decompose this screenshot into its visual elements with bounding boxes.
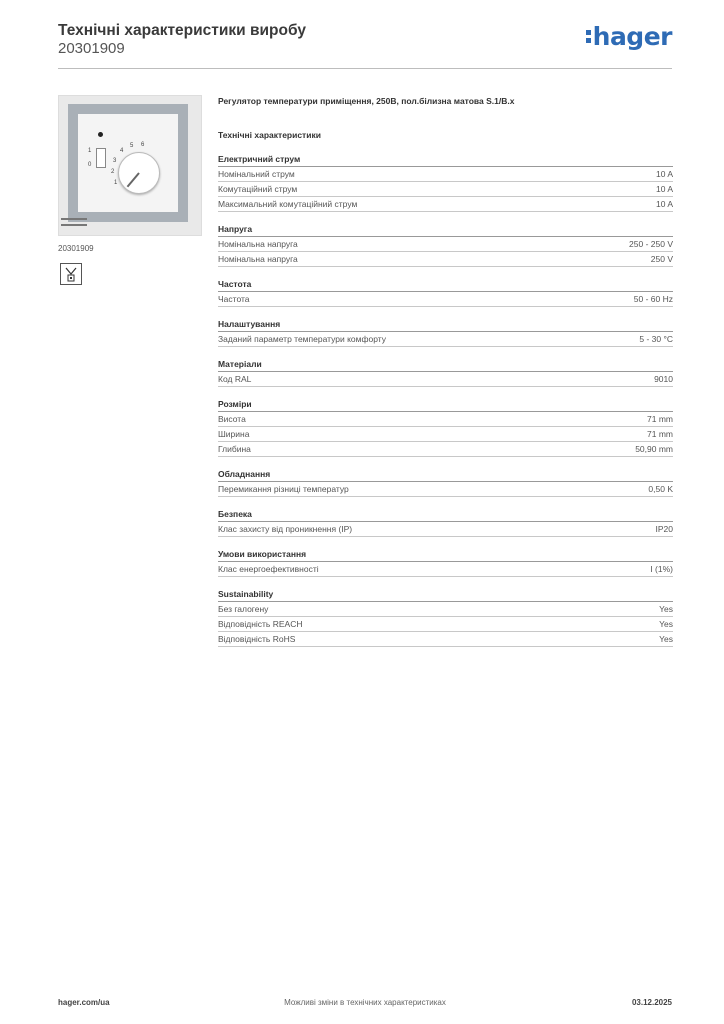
spec-label: Ширина <box>218 429 250 439</box>
spec-row <box>218 372 673 387</box>
logo-dots-icon <box>586 27 591 46</box>
section-title: Обладнання <box>218 469 673 482</box>
rocker-switch-icon <box>96 148 106 168</box>
specifications <box>218 96 673 647</box>
spec-row <box>218 602 673 617</box>
spec-row <box>218 522 673 537</box>
spec-section <box>218 399 673 457</box>
product-code: 20301909 <box>58 40 125 57</box>
spec-label: Клас енергоефективності <box>218 564 319 574</box>
spec-section <box>218 589 673 647</box>
spec-value: I (1%) <box>650 564 673 574</box>
section-title: Напруга <box>218 224 673 237</box>
spec-label: Код RAL <box>218 374 252 384</box>
spec-value: Yes <box>659 634 673 644</box>
spec-row <box>218 197 673 212</box>
spec-row <box>218 617 673 632</box>
spec-row <box>218 562 673 577</box>
spec-value: 50 - 60 Hz <box>633 294 673 304</box>
spec-value: 5 - 30 °C <box>639 334 673 344</box>
page-header <box>58 22 672 70</box>
header-divider <box>58 68 672 69</box>
spec-row <box>218 482 673 497</box>
spec-value: 0,50 K <box>648 484 673 494</box>
spec-label: Відповідність RoHS <box>218 634 296 644</box>
spec-section <box>218 509 673 537</box>
tech-heading: Технічні характеристики <box>218 130 321 140</box>
spec-value: 250 V <box>650 254 673 264</box>
spec-value: 10 A <box>655 199 673 209</box>
spec-value: 9010 <box>654 374 673 384</box>
image-caption: 20301909 <box>58 244 94 253</box>
spec-row <box>218 237 673 252</box>
indicator-led-icon <box>98 132 103 137</box>
screws-icon <box>61 214 91 234</box>
spec-label: Номінальна напруга <box>218 239 298 249</box>
product-name: Регулятор температури приміщення, 250В, пол.білизна матова S.1/B.x <box>218 96 515 106</box>
section-title: Налаштування <box>218 319 673 332</box>
dial-mark: 1 <box>114 180 118 186</box>
spec-label: Максимальний комутаційний струм <box>218 199 358 209</box>
spec-value: Yes <box>659 604 673 614</box>
hager-logo[interactable] <box>586 22 672 51</box>
spec-value: Yes <box>659 619 673 629</box>
spec-section <box>218 469 673 497</box>
section-title: Електричний струм <box>218 154 673 167</box>
spec-row <box>218 252 673 267</box>
dial-mark: 3 <box>113 158 117 164</box>
section-title: Частота <box>218 279 673 292</box>
section-title: Розміри <box>218 399 673 412</box>
page-title: Технічні характеристики виробу <box>58 22 306 39</box>
dial-mark: 6 <box>141 142 145 148</box>
footer-website-link[interactable]: hager.com/ua <box>58 998 110 1007</box>
spec-label: Комутаційний струм <box>218 184 298 194</box>
spec-value: 71 mm <box>647 414 673 424</box>
spec-label: Номінальна напруга <box>218 254 298 264</box>
spec-value: IP20 <box>655 524 673 534</box>
spec-value: 50,90 mm <box>635 444 673 454</box>
spec-label: Частота <box>218 294 250 304</box>
thermostat-frame <box>68 104 188 222</box>
spec-label: Перемикання різниці температур <box>218 484 349 494</box>
temperature-dial-icon <box>118 152 160 194</box>
section-title: Безпека <box>218 509 673 522</box>
section-title: Умови використання <box>218 549 673 562</box>
section-title: Sustainability <box>218 589 673 602</box>
dial-mark: 5 <box>130 143 134 149</box>
spec-section <box>218 319 673 347</box>
spec-label: Відповідність REACH <box>218 619 303 629</box>
spec-label: Висота <box>218 414 246 424</box>
installation-pictogram-icon <box>60 263 82 285</box>
spec-row <box>218 412 673 427</box>
thermostat-plate <box>78 114 178 212</box>
spec-label: Клас захисту від проникнення (IP) <box>218 524 353 534</box>
logo-text: hager <box>592 22 672 51</box>
dial-mark: 4 <box>120 148 124 154</box>
spec-value: 250 - 250 V <box>629 239 673 249</box>
spec-section <box>218 154 673 212</box>
spec-row <box>218 442 673 457</box>
spec-section <box>218 279 673 307</box>
spec-row <box>218 632 673 647</box>
spec-value: 10 A <box>655 169 673 179</box>
spec-label: Глибина <box>218 444 251 454</box>
spec-section <box>218 224 673 267</box>
spec-row <box>218 332 673 347</box>
footer-note: Можливі зміни в технічних характеристиках <box>284 998 446 1007</box>
footer-date: 03.12.2025 <box>631 998 672 1007</box>
spec-label: Номінальний струм <box>218 169 295 179</box>
product-image <box>58 95 202 236</box>
spec-value: 10 A <box>655 184 673 194</box>
spec-label: Без галогену <box>218 604 269 614</box>
spec-row <box>218 292 673 307</box>
spec-row <box>218 167 673 182</box>
spec-row <box>218 427 673 442</box>
spec-value: 71 mm <box>647 429 673 439</box>
section-title: Матеріали <box>218 359 673 372</box>
spec-section <box>218 359 673 387</box>
spec-label: Заданий параметр температури комфорту <box>218 334 386 344</box>
dial-mark: 2 <box>111 169 115 175</box>
switch-mark: 1 <box>88 148 92 154</box>
spec-row <box>218 182 673 197</box>
spec-section <box>218 549 673 577</box>
spec-sections <box>218 154 673 647</box>
switch-mark: 0 <box>88 162 92 168</box>
